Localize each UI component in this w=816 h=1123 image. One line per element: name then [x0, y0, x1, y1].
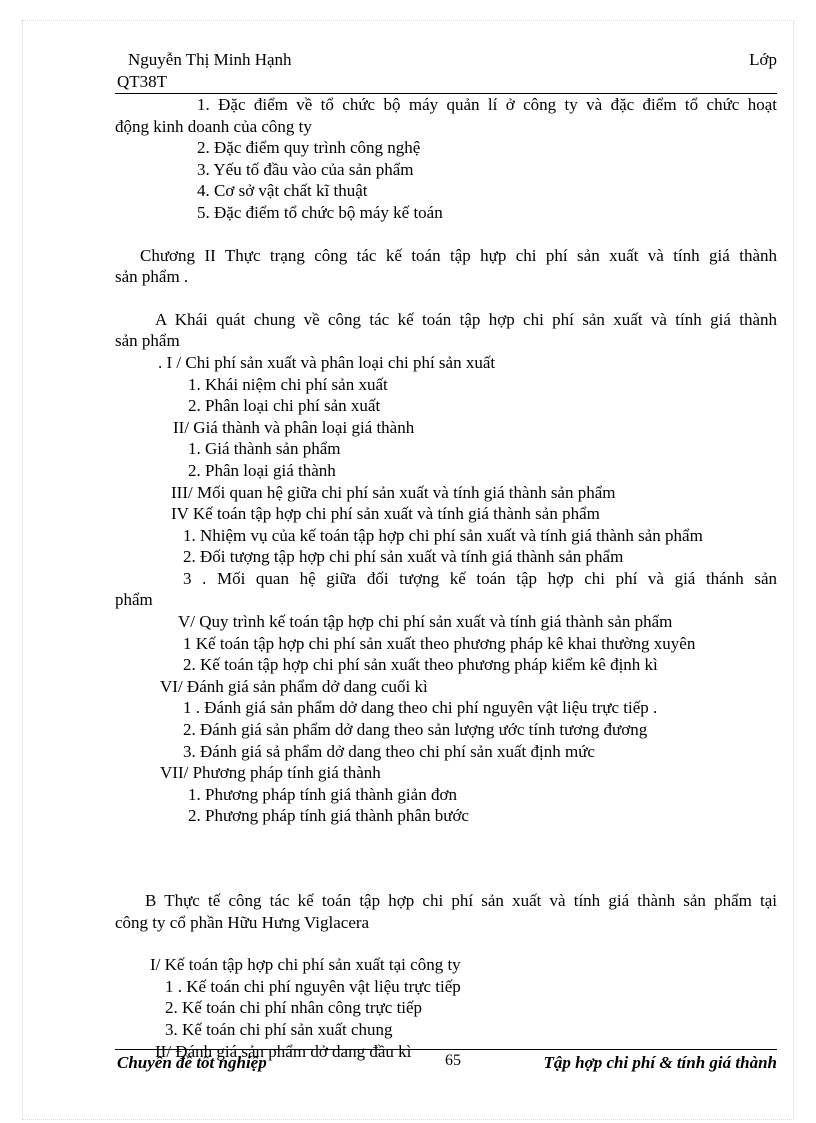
document-body [115, 94, 777, 1062]
text-line: 1. Khái niệm chi phí sản xuất [188, 374, 388, 394]
blank-line [115, 224, 777, 245]
text-line: 2. Đánh giá sản phẩm dở dang theo sản lượng ước tính tương đương [183, 720, 648, 740]
text-line: sản phẩm [115, 331, 180, 351]
blank-line [115, 288, 777, 309]
text-line: 3. Kế toán chi phí sản xuất chung [165, 1019, 393, 1039]
text-line: công ty cổ phần Hữu Hưng Viglacera [115, 912, 370, 932]
text-line: 1. Giá thành sản phẩm [188, 439, 341, 459]
text-line: 2. Kế toán tập hợp chi phí sản xuất theo phương pháp kiểm kê định kì [183, 655, 658, 675]
footer-title: Chuyên đề tốt nghiệp [117, 1053, 267, 1072]
header-class-label: Lớp [749, 50, 777, 69]
header-class-code: QT38T [117, 72, 168, 91]
text-line: V/ Quy trình kế toán tập hợp chi phí sản xuất và tính giá thành sản phẩm [178, 612, 673, 632]
text-line: 2. Phân loại chi phí sản xuất [188, 396, 381, 416]
text-line: III/ Mối quan hệ giữa chi phí sản xuất và tính giá thành sản phẩm [171, 482, 616, 502]
text-line: 1. Phương pháp tính giá thành giản đơn [188, 784, 457, 804]
text-line: Chương II Thực trạng công tác kế toán tập hựp chi phí sản xuất và tính giá thành [140, 245, 777, 265]
blank-line [115, 827, 777, 848]
text-line: 5. Đặc điểm tổ chức bộ máy kế toán [197, 202, 443, 222]
text-line: 1 Kế toán tập hợp chi phí sản xuất theo phương pháp kê khai thường xuyên [183, 633, 696, 653]
text-line: II/ Đánh giá sản phẩm dở dang đầu kì [155, 1041, 412, 1061]
footer-subject: Tập hợp chi phí & tính giá thành [543, 1053, 777, 1072]
text-line: VII/ Phương pháp tính giá thành [160, 763, 381, 783]
text-line: sản phẩm . [115, 267, 189, 287]
text-line: 2. Đặc điểm quy trình công nghệ [197, 138, 421, 158]
page-header [115, 50, 777, 98]
text-line: phẩm [115, 590, 153, 610]
text-line: 1 . Kế toán chi phí nguyên vật liệu trực tiếp [165, 976, 461, 996]
page-footer [115, 1053, 777, 1077]
text-line: động kinh doanh của công ty [115, 116, 312, 136]
text-line: VI/ Đánh giá sản phẩm dở dang cuối kì [160, 676, 428, 696]
page-number: 65 [445, 1052, 461, 1069]
text-line: II/ Giá thành và phân loại giá thành [173, 417, 415, 437]
text-line: B Thực tế công tác kế toán tập hợp chi phí sản xuất và tính giá thành sản phẩm tại [145, 891, 777, 910]
text-line: 1. Đặc điểm về tổ chức bộ máy quản lí ở công ty và đặc điểm tổ chức hoạt [197, 95, 777, 114]
blank-line [115, 869, 777, 890]
header-author: Nguyễn Thị Minh Hạnh [128, 50, 292, 69]
text-line: A Khái quát chung về công tác kế toán tập hợp chi phí sản xuất và tính giá thành [155, 309, 777, 329]
text-line: . I / Chi phí sản xuất và phân loại chi phí sản xuất [158, 352, 496, 372]
text-line: I/ Kế toán tập hợp chi phí sản xuất tại công ty [150, 955, 461, 975]
text-line: 2. Phương pháp tính giá thành phân bước [188, 806, 469, 826]
text-line: 1. Nhiệm vụ của kế toán tập hợp chi phí sản xuất và tính giá thành sản phẩm [183, 525, 703, 545]
text-line: 1 . Đánh giá sản phẩm dở dang theo chi phí nguyên vật liệu trực tiếp . [183, 698, 658, 718]
text-line: 2. Phân loại giá thành [188, 460, 336, 480]
text-line: 2. Kế toán chi phí nhân công trực tiếp [165, 998, 423, 1018]
text-line: 3. Yếu tố đầu vào của sản phẩm [197, 159, 414, 179]
text-line: 4. Cơ sở vật chất kĩ thuật [197, 181, 368, 201]
footer-rule [115, 1049, 777, 1050]
text-line: 3 . Mối quan hệ giữa đối tượng kế toán tập hợp chi phí và giá thánh sản [183, 568, 777, 588]
text-line: 3. Đánh giá sả phẩm dở dang theo chi phí sản xuất định mức [183, 741, 595, 761]
text-line: 2. Đối tượng tập hợp chi phí sản xuất và tính giá thành sản phẩm [183, 547, 624, 567]
text-line: IV Kế toán tập hợp chi phí sản xuất và tính giá thành sản phẩm [171, 504, 600, 524]
blank-line [115, 848, 777, 869]
blank-line [115, 933, 777, 954]
